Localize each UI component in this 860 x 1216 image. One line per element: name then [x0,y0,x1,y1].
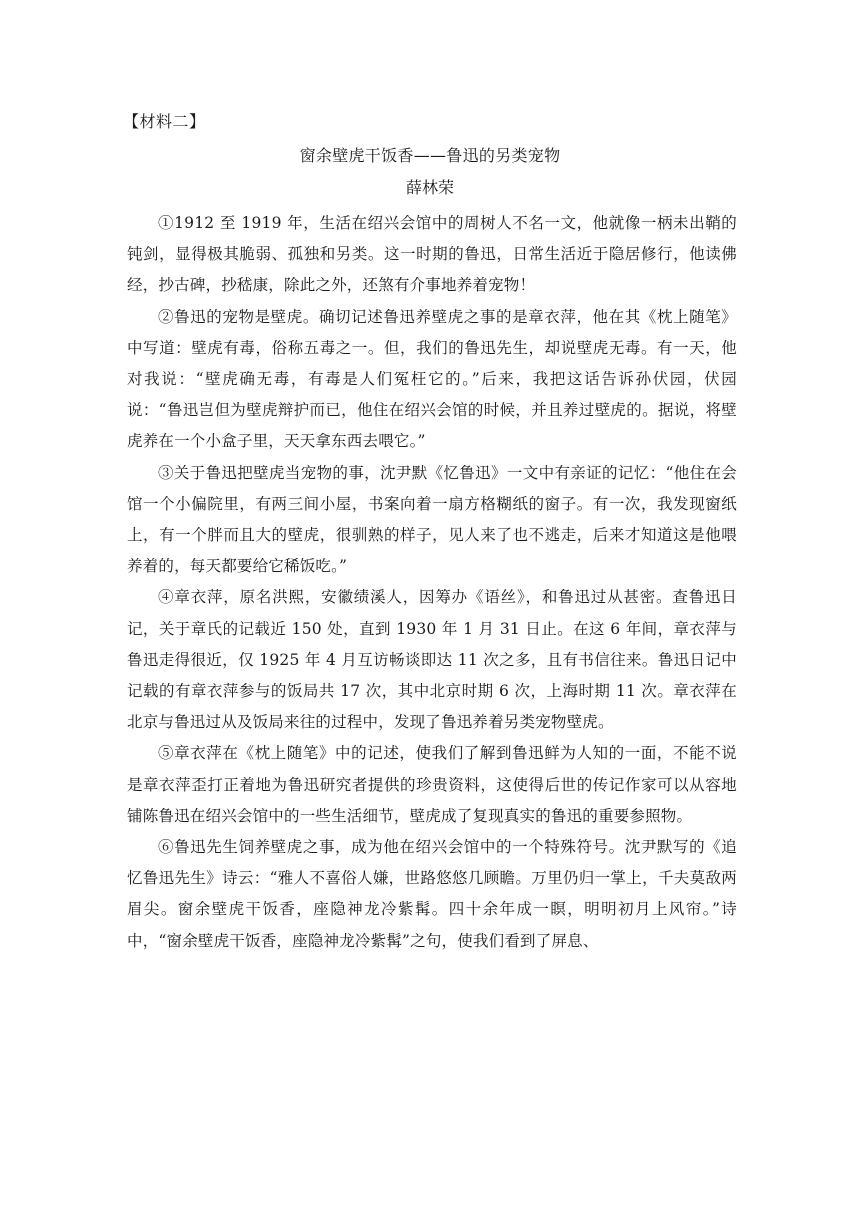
paragraph-5: ⑤章衣萍在《枕上随笔》中的记述，使我们了解到鲁迅鲜为人知的一面，不能不说是章衣萍歪打正着地为鲁迅研究者提供的珍贵资料，这使得后世的传记作家可以从容地铺陈鲁迅在绍兴会馆中的一些生活细节，壁虎成了复现真实的鲁迅的重要参照物。 [127,744,737,825]
paragraph-2: ②鲁迅的宠物是壁虎。确切记述鲁迅养壁虎之事的是章衣萍，他在其《枕上随笔》中写道：壁虎有毒，俗称五毒之一。但，我们的鲁迅先生，却说壁虎无毒。有一天，他对我说：“壁虎确无毒，有毒是人们冤枉它的。”后来，我把这话告诉孙伏园，伏园说：“鲁迅岂但为壁虎辩护而已，他住在绍兴会馆的时候，并且养过壁虎的。据说，将壁虎养在一个小盒子里，天天拿东西去喂它。” [127,307,737,451]
article-body [127,208,737,957]
article-title: 窗余壁虎干饭香——鲁迅的另类宠物 [299,146,561,165]
section-label: 【材料二】 [123,112,206,131]
paragraph-6: ⑥鲁迅先生饲养壁虎之事，成为他在绍兴会馆中的一个特殊符号。沈尹默写的《追忆鲁迅先生》诗云：“雅人不喜俗人嫌，世路悠悠几顾瞻。万里仍归一掌上，千夫莫敌两眉尖。窗余壁虎干饭香，座隐神龙冷紫髯。四十余年成一瞑，明明初月上风帘。”诗中，“窗余壁虎干饭香，座隐神龙冷紫髯”之句，使我们看到了屏息、 [127,838,737,950]
paragraph-4: ④章衣萍，原名洪熙，安徽绩溪人，因筹办《语丝》，和鲁迅过从甚密。查鲁迅日记，关于章氏的记载近 150 处，直到 1930 年 1 月 31 日止。在这 6 年间，章衣萍与鲁迅走得很近，仅 1925 年 4 月互访畅谈即达 11 次之多，且有书信往来。鲁迅日记中记载的有章衣萍参与的饭局共 17 次，其中北京时期 6 次，上海时期 11 次。章衣萍在北京与鲁迅过从及饭局来往的过程中，发现了鲁迅养着另类宠物壁虎。 [127,588,737,732]
article-author: 薛林荣 [405,178,454,197]
paragraph-1: ①1912 至 1919 年，生活在绍兴会馆中的周树人不名一文，他就像一柄未出鞘的钝剑，显得极其脆弱、孤独和另类。这一时期的鲁迅，日常生活近于隐居修行，他读佛经，抄古碑，抄嵇康，除此之外，还煞有介事地养着宠物！ [127,214,737,295]
paragraph-3: ③关于鲁迅把壁虎当宠物的事，沈尹默《忆鲁迅》一文中有亲证的记忆：“他住在会馆一个小偏院里，有两三间小屋，书案向着一扇方格糊纸的窗子。有一次，我发现窗纸上，有一个胖而且大的壁虎，很驯熟的样子，见人来了也不逃走，后来才知道这是他喂养着的，每天都要给它稀饭吃。” [127,463,737,576]
